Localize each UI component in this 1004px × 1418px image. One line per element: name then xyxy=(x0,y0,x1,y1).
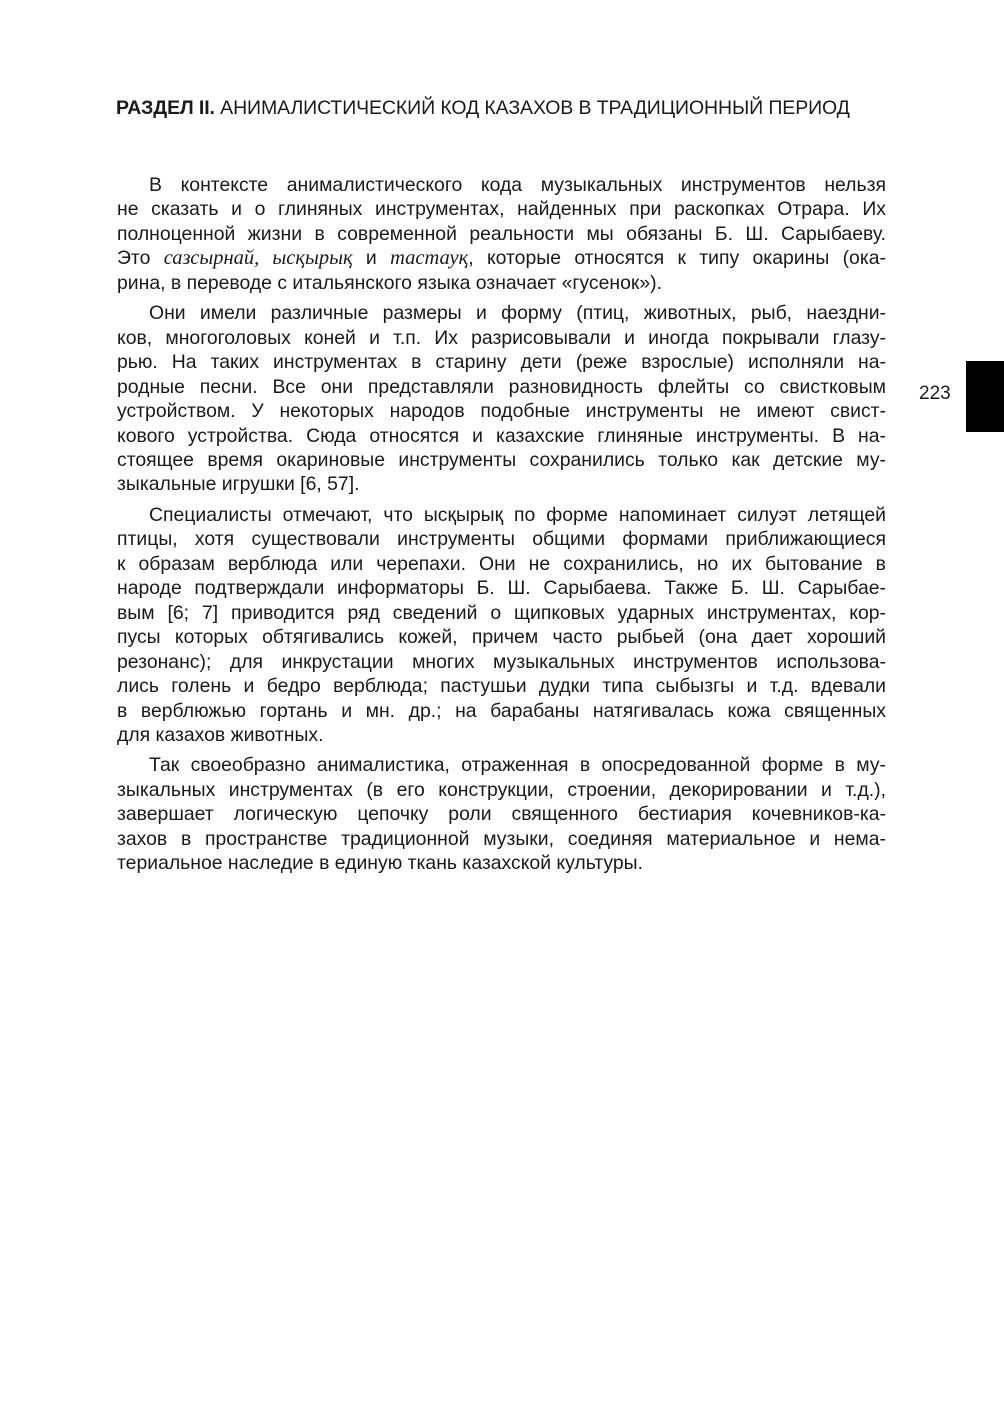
text-line: устройством. У некоторых народов подобные инструменты не имеют свист- xyxy=(117,400,886,423)
text-line: зыкальных инструментах (в его конструкции, строении, декорировании и т.д.), xyxy=(117,778,886,801)
text-line: териальное наследие в единую ткань казахской культуры. xyxy=(117,852,643,875)
text-line: не сказать и о глиняных инструментах, найденных при раскопках Отрара. Их xyxy=(117,198,886,221)
section-number: РАЗДЕЛ II. xyxy=(116,97,215,119)
text-line: рина, в переводе с итальянского языка означает «гусенок»). xyxy=(117,271,662,294)
text-line: лись голень и бедро верблюда; пастушьи дудки типа сыбызгы и т.д. вдевали xyxy=(117,675,886,698)
text-run: Это xyxy=(117,247,164,270)
text-line: завершает логическую цепочку роли священного бестиария кочевников-ка- xyxy=(117,803,886,826)
text-line: стоящее время окариновые инструменты сохранились только как детские му- xyxy=(117,448,886,471)
text-line: вым [6; 7] приводится ряд сведений о щипковых ударных инструментах, кор- xyxy=(117,601,886,624)
italic-term: тастауқ xyxy=(390,247,469,270)
running-header xyxy=(116,96,896,120)
paragraph-1 xyxy=(117,173,886,295)
page-number: 223 xyxy=(919,383,951,404)
text-line: Так своеобразно анималистика, отраженная в опосредованной форме в му- xyxy=(149,754,886,777)
text-line-with-italics xyxy=(117,246,886,270)
text-line: в верблюжью гортань и мн. др.; на барабаны натягивалась кожа священных xyxy=(117,699,886,722)
text-line: Они имели различные размеры и форму (птиц, животных, рыб, наездни- xyxy=(149,302,886,325)
text-line: резонанс); для инкрустации многих музыкальных инструментов использова- xyxy=(117,650,886,673)
text-run: , которые относятся к типу окарины (ока- xyxy=(468,247,886,270)
text-line: птицы, хотя существовали инструменты общими формами приближающиеся xyxy=(117,528,886,551)
text-line: полноценной жизни в современной реальности мы обязаны Б. Ш. Сарыбаеву. xyxy=(117,222,886,245)
text-line: зыкальные игрушки [6, 57]. xyxy=(117,473,360,496)
text-line: рью. На таких инструментах в старину дети (реже взрослые) исполняли на- xyxy=(117,351,886,374)
text-line: захов в пространстве традиционной музыки, соединяя материальное и нема- xyxy=(117,827,886,850)
text-line: для казахов животных. xyxy=(117,723,324,746)
section-title: АНИМАЛИСТИЧЕСКИЙ КОД КАЗАХОВ В ТРАДИЦИОННЫЙ ПЕРИОД xyxy=(220,97,850,119)
text-line: В контексте анималистического кода музыкальных инструментов нельзя xyxy=(149,174,886,196)
main-text xyxy=(117,173,886,882)
paragraph-4 xyxy=(117,753,886,875)
text-line: Специалисты отмечают, что ысқырық по форме напоминает силуэт летящей xyxy=(149,503,886,526)
text-line: народе подтверждали информаторы Б. Ш. Сарыбаева. Также Б. Ш. Сарыбае- xyxy=(117,577,886,600)
paragraph-3 xyxy=(117,503,886,748)
text-line: пусы которых обтягивались кожей, причем часто рыбьей (она дает хороший xyxy=(117,626,886,649)
text-line: кового устройства. Сюда относятся и казахские глиняные инструменты. В на- xyxy=(117,424,886,447)
text-line: ков, многоголовых коней и т.п. Их разрисовывали и иногда покрывали глазу- xyxy=(117,326,886,349)
paragraph-2 xyxy=(117,301,886,497)
text-line: родные песни. Все они представляли разновидность флейты со свистковым xyxy=(117,375,886,398)
thumb-index-tab xyxy=(966,361,1004,432)
italic-term: сазсырнай, ысқырық xyxy=(163,247,353,270)
text-line: к образам верблюда или черепахи. Они не сохранились, но их бытование в xyxy=(117,552,886,575)
text-run: и xyxy=(352,247,391,270)
